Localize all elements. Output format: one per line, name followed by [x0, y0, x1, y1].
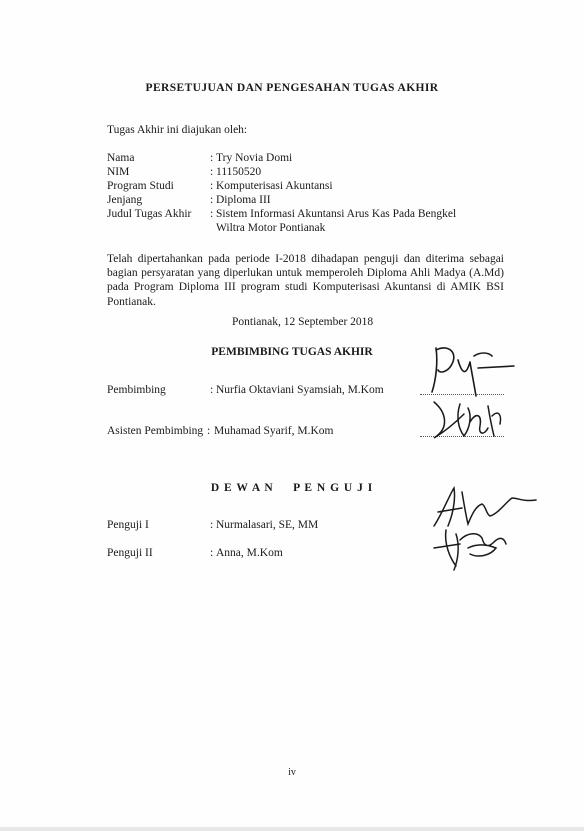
intro-text: Tugas Akhir ini diajukan oleh: [107, 124, 248, 136]
field-label-judul: Judul Tugas Akhir [107, 208, 192, 220]
page-title: PERSETUJUAN DAN PENGESAHAN TUGAS AKHIR [145, 82, 439, 94]
field-value-nim: 11150520 [216, 166, 262, 178]
page-bottom-edge [0, 827, 584, 831]
asisten-pembimbing-name: Muhamad Syarif, M.Kom [214, 425, 334, 437]
penguji-2-signature [430, 522, 510, 572]
penguji-2-name: Anna, M.Kom [216, 547, 283, 559]
field-colon: : [210, 208, 214, 220]
field-colon: : [210, 180, 214, 192]
approval-paragraph: Telah dipertahankan pada periode I-2018 dihadapan penguji dan diterima sebagai bagian persyaratan yang diperlukan untuk memperoleh Diploma Ahli Madya (A.Md) pada Program Diploma III program studi Komputerisasi Akuntansi di AMIK BSI Pontianak. [107, 253, 504, 308]
field-colon: : [207, 425, 211, 437]
place-date: Pontianak, 12 September 2018 [232, 316, 374, 328]
field-value-judul: Sistem Informasi Akuntansi Arus Kas Pada Bengkel [216, 208, 457, 220]
penguji-2-role: Penguji II [107, 547, 153, 559]
field-colon: : [210, 519, 214, 531]
pembimbing-role: Pembimbing [107, 384, 166, 396]
pembimbing-signature [418, 340, 518, 400]
penguji-1-role: Penguji I [107, 519, 149, 531]
field-colon: : [210, 152, 214, 164]
field-colon: : [210, 166, 214, 178]
pembimbing-heading: PEMBIMBING TUGAS AKHIR [211, 346, 373, 358]
field-colon: : [210, 384, 214, 396]
field-label-jenjang: Jenjang [107, 194, 143, 206]
asisten-pembimbing-signature [430, 392, 510, 444]
field-value-judul-line2: Wiltra Motor Pontianak [216, 222, 326, 234]
field-colon: : [210, 194, 214, 206]
field-value-program-studi: Komputerisasi Akuntansi [216, 180, 333, 192]
field-value-jenjang: Diploma III [216, 194, 271, 206]
field-label-nama: Nama [107, 152, 135, 164]
field-label-program-studi: Program Studi [107, 180, 174, 192]
dewan-penguji-heading: D E W A N P E N G U J I [210, 482, 374, 494]
page-number: iv [288, 767, 296, 778]
field-label-nim: NIM [107, 166, 130, 178]
pembimbing-name: Nurfia Oktaviani Syamsiah, M.Kom [216, 384, 384, 396]
field-value-nama: Try Novia Domi [216, 152, 293, 164]
asisten-pembimbing-role: Asisten Pembimbing [107, 425, 204, 437]
penguji-1-name: Nurmalasari, SE, MM [216, 519, 319, 531]
field-colon: : [210, 547, 214, 559]
